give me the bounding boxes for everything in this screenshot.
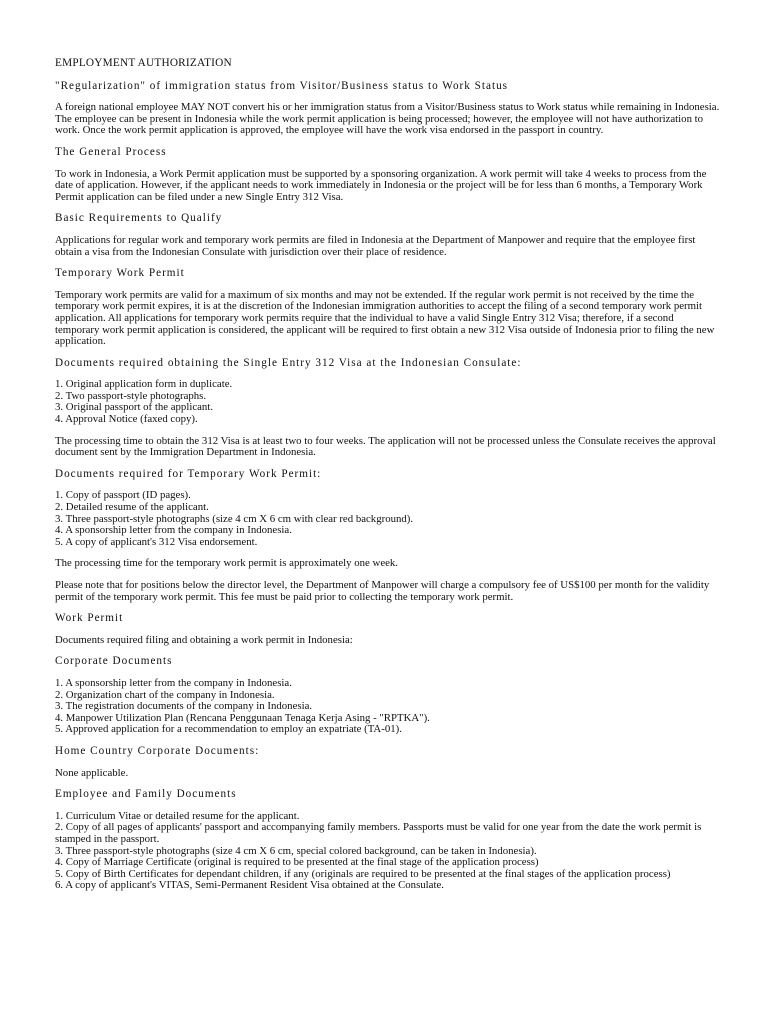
temp-permit-documents-list [55,490,720,548]
list-item: 2. Detailed resume of the applicant. [55,501,209,514]
list-item: 1. A sponsorship letter from the company in Indonesia. [55,676,292,689]
list-item: 5. A copy of applicant's 312 Visa endorsement. [55,535,258,548]
family-documents-list [55,811,720,892]
page-title: EMPLOYMENT AUTHORIZATION [55,57,232,69]
temp-permit-fee-note: Please note that for positions below the director level, the Department of Manpower will charge a compulsory fee of US$100 per month for the validity permit of the temporary work permit. This fee must be paid prior to collecting the temporary work permit. [55,579,710,603]
subtitle-heading: "Regularization" of immigration status from Visitor/Business status to Work Status [55,79,509,92]
basic-requirements-heading: Basic Requirements to Qualify [55,212,223,225]
list-item: 4. A sponsorship letter from the company in Indonesia. [55,524,292,537]
list-item: 2. Organization chart of the company in Indonesia. [55,688,275,701]
temp-permit-processing-note: The processing time for the temporary work permit is approximately one week. [55,557,398,570]
list-item: 6. A copy of applicant's VITAS, Semi-Permanent Resident Visa obtained at the Consulate. [55,879,444,892]
list-item: 4. Approval Notice (faxed copy). [55,413,198,426]
family-documents-heading: Employee and Family Documents [55,788,237,801]
list-item: 1. Original application form in duplicate. [55,378,233,391]
list-item: 5. Copy of Birth Certificates for dependant children, if any (originals are required to be presented at the final stages of the application process) [55,867,671,880]
list-item: 2. Two passport-style photographs. [55,389,207,402]
corporate-documents-heading: Corporate Documents [55,655,173,668]
home-country-documents-paragraph: None applicable. [55,766,129,779]
list-item: 4. Copy of Marriage Certificate (original is required to be presented at the final stage of the application process) [55,856,539,869]
visa-documents-list [55,379,720,425]
document-page [55,58,720,902]
basic-requirements-paragraph: Applications for regular work and temporary work permits are filed in Indonesia at the Department of Manpower and require that the employee first obtain a visa from the Indonesian Consulate with jurisdiction over their place of residence. [55,233,696,258]
corporate-documents-list [55,678,720,736]
visa-processing-note: The processing time to obtain the 312 Visa is at least two to four weeks. The application will not be processed unless the Consulate receives the approval document sent by the Immigration Department in Indonesia. [55,434,716,459]
general-process-paragraph: To work in Indonesia, a Work Permit application must be supported by a sponsoring organization. A work permit will take 4 weeks to process from the date of application. However, if the applicant needs to work immediately in Indonesia or the project will be for less than 6 months, a Temporary Work Permit application can be filed under a new Single Entry 312 Visa. [55,167,707,203]
list-item: 1. Curriculum Vitae or detailed resume for the applicant. [55,809,300,822]
list-item: 1. Copy of passport (ID pages). [55,489,191,502]
temporary-work-permit-paragraph: Temporary work permits are valid for a maximum of six months and may not be extended. If the regular work permit is not received by the time the temporary work permit expires, it is at the discretion of the Indonesian immigration authorities to accept the filing of a second temporary work permit application. All applications for temporary work permits require that the individual to have a valid Single Entry 312 Visa; therefore, if a second temporary work permit application is considered, the applicant will be required to first obtain a new 312 Visa outside of Indonesia prior to filing the new application. [55,288,715,348]
visa-documents-heading: Documents required obtaining the Single Entry 312 Visa at the Indonesian Consulate: [55,356,522,369]
general-process-heading: The General Process [55,145,167,158]
list-item: 3. Three passport-style photographs (size 4 cm X 6 cm, special colored background, can be taken in Indonesia). [55,844,537,857]
list-item: 5. Approved application for a recommendation to employ an expatriate (TA-01). [55,723,402,736]
intro-paragraph: A foreign national employee MAY NOT convert his or her immigration status from a Visitor/Business status to Work status while remaining in Indonesia. The employee can be present in Indonesia while the work permit application is being processed; however, the employee will not have authorization to work. Once the work permit application is approved, the employee will have the work visa endorsed in the passport in country. [55,101,720,137]
temporary-work-permit-heading: Temporary Work Permit [55,267,185,280]
work-permit-heading: Work Permit [55,612,124,625]
list-item: 4. Manpower Utilization Plan (Rencana Penggunaan Tenaga Kerja Asing - "RPTKA"). [55,711,430,724]
temp-permit-documents-heading: Documents required for Temporary Work Permit: [55,467,322,480]
work-permit-paragraph: Documents required filing and obtaining a work permit in Indonesia: [55,633,353,646]
list-item: 3. Original passport of the applicant. [55,401,214,414]
list-item: 2. Copy of all pages of applicants' passport and accompanying family members. Passports must be valid for one year from the date the work permit is stamped in the passport. [55,821,702,845]
list-item: 3. The registration documents of the company in Indonesia. [55,700,313,713]
home-country-documents-heading: Home Country Corporate Documents: [55,744,260,757]
list-item: 3. Three passport-style photographs (size 4 cm X 6 cm with clear red background). [55,512,414,525]
